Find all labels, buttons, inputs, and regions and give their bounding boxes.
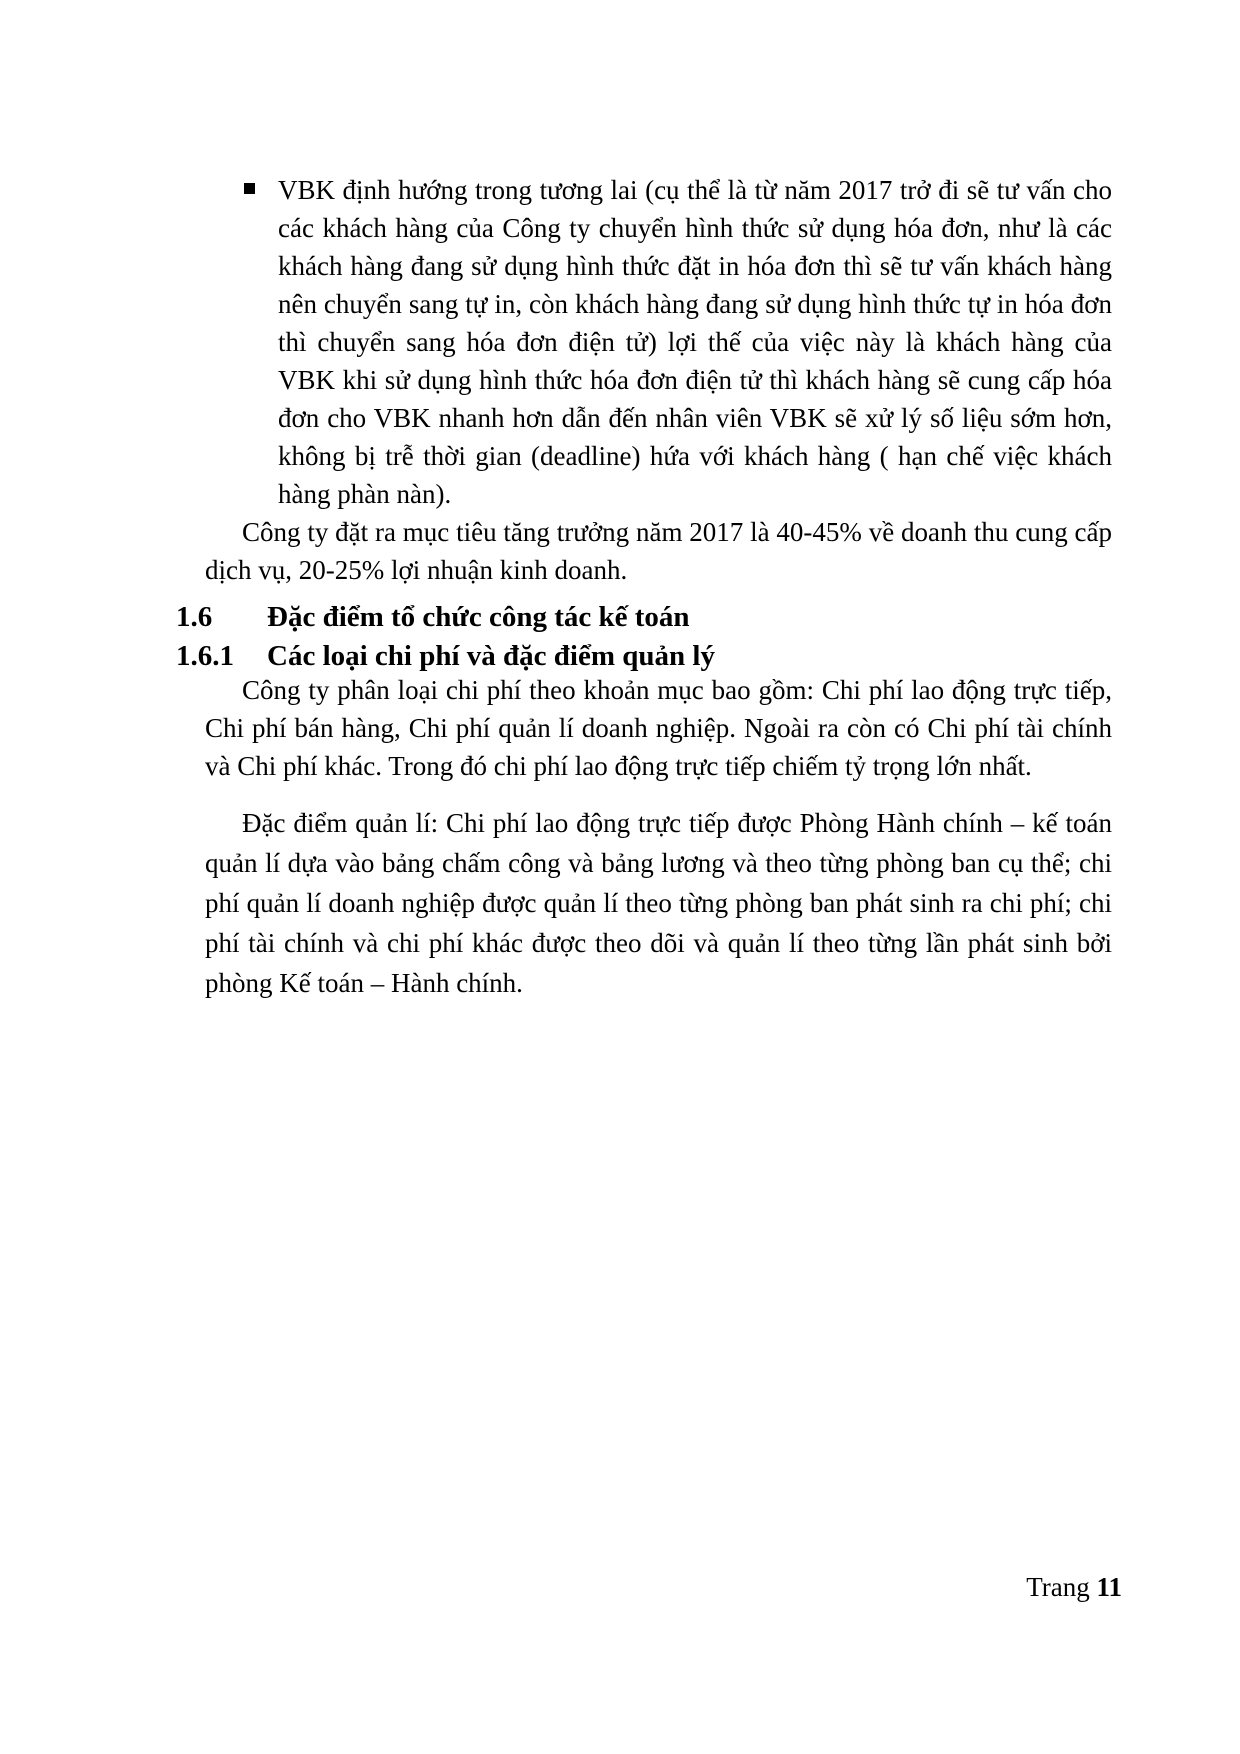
section-number: 1.6: [176, 601, 213, 633]
page-number: 11: [1096, 1572, 1122, 1602]
section-heading-1-6: [176, 598, 1112, 637]
bullet-item-text: VBK định hướng trong tương lai (cụ thể là từ năm 2017 trở đi sẽ tư vấn cho các khách hàng của Công ty chuyển hình thức sử dụng hóa đơn, như là các khách hàng đang sử dụng hình thức đặt in hóa đơn thì sẽ tư vấn khách hàng nên chuyển sang tự in, còn khách hàng đang sử dụng hình thức tự in hóa đơn thì chuyển sang hóa đơn điện tử) lợi thế của việc này là khách hàng của VBK khi sử dụng hình thức hóa đơn điện tử thì khách hàng sẽ cung cấp hóa đơn cho VBK nhanh hơn dẫn đến nhân viên VBK sẽ xử lý số liệu sớm hơn, không bị trễ thời gian (deadline) hứa với khách hàng ( hạn chế việc khách hàng phàn nàn).: [278, 175, 1112, 509]
subsection-number: 1.6.1: [176, 640, 234, 672]
page-footer: [1026, 1568, 1122, 1606]
subsection-title: Các loại chi phí và đặc điểm quản lý: [267, 640, 715, 672]
paragraph-cost-management: Đặc điểm quản lí: Chi phí lao động trực tiếp được Phòng Hành chính – kế toán quản lí dựa vào bảng chấm công và bảng lương và theo từng phòng ban cụ thể; chi phí quản lí doanh nghiệp được quản lí theo từng phòng ban phát sinh ra chi phí; chi phí tài chính và chi phí khác được theo dõi và quản lí theo từng lần phát sinh bởi phòng Kế toán – Hành chính.: [205, 808, 1112, 998]
paragraph-cost-types: Công ty phân loại chi phí theo khoản mục bao gồm: Chi phí lao động trực tiếp, Chi phí bán hàng, Chi phí quản lí doanh nghiệp. Ngoài ra còn có Chi phí tài chính và Chi phí khác. Trong đó chi phí lao động trực tiếp chiếm tỷ trọng lớn nhất.: [205, 675, 1112, 781]
bullet-list-item: [278, 171, 1112, 513]
section-title: Đặc điểm tổ chức công tác kế toán: [267, 601, 690, 633]
paragraph-growth-goal: Công ty đặt ra mục tiêu tăng trưởng năm 2017 là 40-45% về doanh thu cung cấp dịch vụ, 20-25% lợi nhuận kinh doanh.: [205, 517, 1112, 585]
bullet-square-icon: [244, 183, 255, 194]
footer-label: Trang: [1026, 1572, 1097, 1602]
